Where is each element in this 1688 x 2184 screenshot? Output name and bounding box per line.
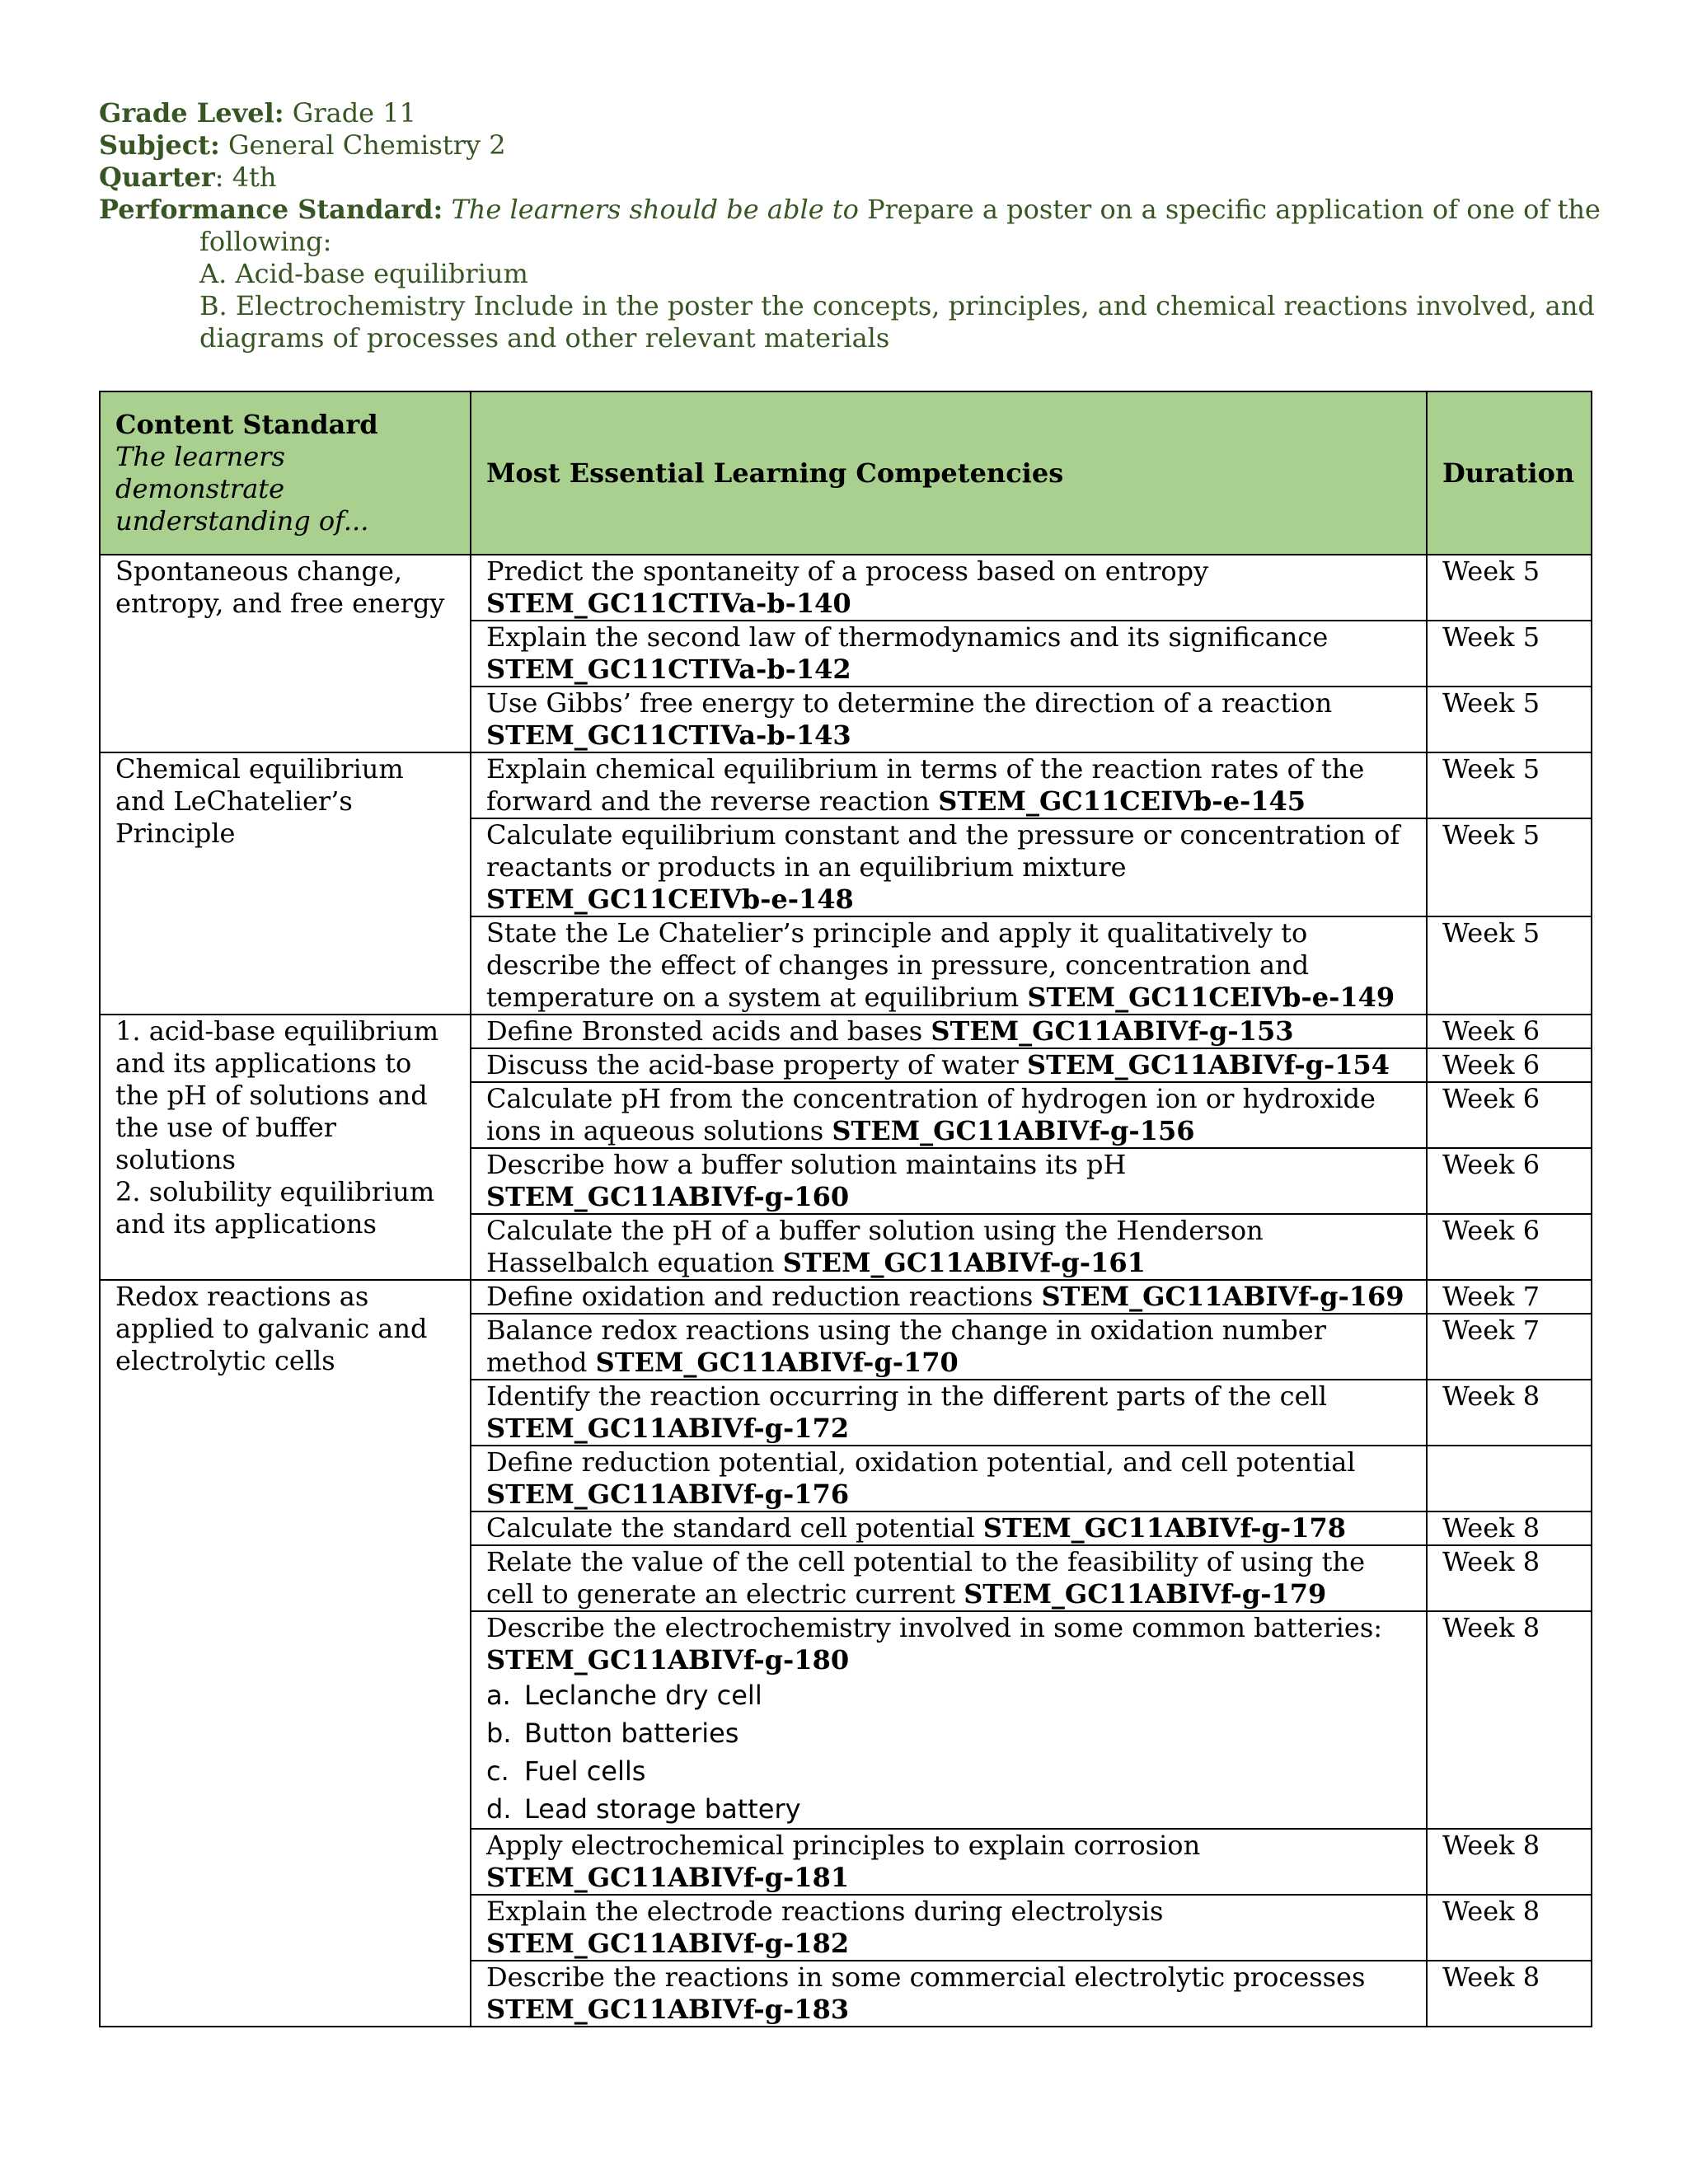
competency-text: Explain the electrode reactions during electrolysis (486, 1896, 1164, 1927)
competency-code: STEM_GC11ABIVf-g-170 (595, 1347, 959, 1378)
list-item (486, 1790, 1411, 1828)
duration-cell: Week 5 (1427, 687, 1592, 752)
competency-cell (471, 1148, 1427, 1214)
competency-cell (471, 555, 1427, 621)
duration-cell: Week 6 (1427, 1148, 1592, 1214)
competency-text: Define Bronsted acids and bases (486, 1015, 923, 1047)
competency-cell (471, 1511, 1427, 1545)
duration-cell: Week 5 (1427, 916, 1592, 1015)
competency-code: STEM_GC11ABIVf-g-153 (931, 1015, 1294, 1047)
competency-text: Identify the reaction occurring in the different parts of the cell (486, 1380, 1327, 1412)
competency-text: Calculate the standard cell potential (486, 1512, 975, 1544)
subject-value: General Chemistry 2 (227, 129, 506, 161)
content-standard-cell (100, 555, 471, 752)
competency-cell (471, 1545, 1427, 1611)
duration-cell: Week 8 (1427, 1611, 1592, 1829)
list-item-text: Button batteries (524, 1718, 739, 1749)
content-standard-text: Chemical equilibrium and LeChatelier’s Principle (115, 753, 404, 849)
duration-cell (1427, 1446, 1592, 1511)
grade-level-label: Grade Level: (99, 97, 284, 129)
competency-cell (471, 687, 1427, 752)
subject-label: Subject: (99, 129, 220, 161)
competency-code: STEM_GC11ABIVf-g-180 (486, 1644, 850, 1675)
performance-standard-line (99, 194, 1599, 226)
content-standard-header (100, 391, 471, 555)
duration-cell: Week 6 (1427, 1214, 1592, 1280)
competency-code: STEM_GC11CTIVa-b-140 (486, 588, 851, 619)
competency-cell (471, 1048, 1427, 1082)
content-standard-text: Spontaneous change, entropy, and free energy (115, 555, 445, 619)
competency-text: Describe the electrochemistry involved in some common batteries: (486, 1612, 1383, 1643)
performance-standard-b: B. Electrochemistry Include in the poster the concepts, principles, and chemical reactions involved, and diagrams of processes and other relevant materials (199, 290, 1595, 354)
table-row (100, 1280, 1592, 1314)
table-row (100, 752, 1592, 818)
list-item (486, 1752, 1411, 1790)
duration-cell: Week 7 (1427, 1314, 1592, 1380)
grade-level-line (99, 97, 1599, 129)
competency-code: STEM_GC11ABIVf-g-183 (486, 1994, 850, 2025)
content-standard-text: 1. acid-base equilibrium and its applications to the pH of solutions and the use of buffer solutions (115, 1015, 439, 1175)
battery-list (486, 1676, 1411, 1828)
content-standard-text-2: 2. solubility equilibrium and its applications (115, 1176, 435, 1240)
subject-line (99, 129, 1599, 162)
competency-cell (471, 1314, 1427, 1380)
duration-cell: Week 8 (1427, 1895, 1592, 1961)
competency-code: STEM_GC11ABIVf-g-179 (964, 1578, 1327, 1610)
list-item-letter: c. (486, 1755, 509, 1787)
content-standard-cell (100, 752, 471, 1015)
competency-code: STEM_GC11CEIVb-e-145 (938, 785, 1306, 817)
grade-level-value: Grade 11 (292, 97, 416, 129)
competency-cell (471, 752, 1427, 818)
performance-standard-a: A. Acid-base equilibrium (199, 258, 528, 289)
table-row (100, 555, 1592, 621)
competency-text: Relate the value of the cell potential to the feasibility of using the cell to generate an electric current (486, 1546, 1365, 1610)
duration-cell: Week 5 (1427, 752, 1592, 818)
duration-cell: Week 6 (1427, 1015, 1592, 1048)
list-item-letter: b. (486, 1718, 512, 1749)
competency-code: STEM_GC11ABIVf-g-156 (832, 1115, 1195, 1146)
competency-cell (471, 818, 1427, 916)
competency-cell (471, 1082, 1427, 1148)
duration-header: Duration (1427, 391, 1592, 555)
list-item-text: Fuel cells (524, 1755, 646, 1787)
duration-cell: Week 6 (1427, 1082, 1592, 1148)
content-standard-cell (100, 1280, 471, 2027)
competency-code: STEM_GC11ABIVf-g-161 (782, 1247, 1146, 1278)
competency-cell (471, 1829, 1427, 1895)
competency-code: STEM_GC11ABIVf-g-154 (1026, 1049, 1390, 1080)
competency-text: Apply electrochemical principles to explain corrosion (486, 1830, 1201, 1861)
duration-cell: Week 5 (1427, 621, 1592, 687)
competency-text: Define oxidation and reduction reactions (486, 1281, 1034, 1312)
content-standard-subtitle: The learners demonstrate understanding of... (115, 441, 369, 537)
competency-cell (471, 621, 1427, 687)
competency-text: Calculate pH from the concentration of hydrogen ion or hydroxide ions in aqueous solutions (486, 1083, 1376, 1146)
competency-code: STEM_GC11ABIVf-g-178 (982, 1512, 1346, 1544)
list-item (486, 1714, 1411, 1752)
duration-cell: Week 8 (1427, 1961, 1592, 2027)
document-header (99, 97, 1599, 354)
competency-cell (471, 1015, 1427, 1048)
competency-text: Explain chemical equilibrium in terms of the reaction rates of the forward and the reverse reaction (486, 753, 1365, 817)
competency-code: STEM_GC11ABIVf-g-181 (486, 1862, 850, 1893)
competency-text: Balance redox reactions using the change in oxidation number method (486, 1315, 1327, 1378)
performance-standard-cont: following: (199, 226, 332, 257)
quarter-value: : 4th (214, 162, 277, 193)
competency-code: STEM_GC11ABIVf-g-176 (486, 1479, 850, 1510)
list-item-text: Lead storage battery (524, 1793, 801, 1825)
duration-cell: Week 8 (1427, 1380, 1592, 1446)
list-item-text: Leclanche dry cell (524, 1680, 762, 1711)
table-body (100, 555, 1592, 2027)
competency-text: State the Le Chatelier’s principle and apply it qualitatively to describe the effect of changes in pressure, concentration and temperature on a system at equilibrium (486, 917, 1310, 1013)
competency-text: Explain the second law of thermodynamics and its significance (486, 621, 1329, 653)
competency-text: Discuss the acid-base property of water (486, 1049, 1019, 1080)
competency-cell (471, 916, 1427, 1015)
content-standard-title: Content Standard (115, 409, 378, 440)
duration-cell: Week 8 (1427, 1545, 1592, 1611)
performance-standard-text: Prepare a poster on a specific application of one of the (867, 194, 1601, 225)
competency-text: Describe the reactions in some commercial electrolytic processes (486, 1961, 1366, 1993)
duration-cell: Week 7 (1427, 1280, 1592, 1314)
duration-cell: Week 8 (1427, 1511, 1592, 1545)
list-item-letter: d. (486, 1793, 512, 1825)
competency-text: Calculate the pH of a buffer solution using the Henderson Hasselbalch equation (486, 1215, 1264, 1278)
quarter-label: Quarter (99, 162, 215, 193)
competency-code: STEM_GC11CTIVa-b-142 (486, 654, 851, 685)
competency-cell (471, 1280, 1427, 1314)
content-standard-text: Redox reactions as applied to galvanic and electrolytic cells (115, 1281, 428, 1376)
melc-table (99, 391, 1592, 2027)
performance-standard-label: Performance Standard: (99, 194, 443, 225)
list-item (486, 1676, 1411, 1714)
competency-text: Describe how a buffer solution maintains its pH (486, 1149, 1127, 1180)
duration-cell: Week 6 (1427, 1048, 1592, 1082)
competency-code: STEM_GC11ABIVf-g-182 (486, 1928, 850, 1959)
competency-cell (471, 1611, 1427, 1829)
competency-code: STEM_GC11CEIVb-e-149 (1027, 982, 1395, 1013)
competency-text: Calculate equilibrium constant and the pressure or concentration of reactants or products in an equilibrium mixture (486, 819, 1400, 883)
list-item-letter: a. (486, 1680, 511, 1711)
duration-cell: Week 5 (1427, 818, 1592, 916)
competency-code: STEM_GC11ABIVf-g-172 (486, 1413, 850, 1444)
competency-text: Predict the spontaneity of a process based on entropy (486, 555, 1209, 587)
competency-code: STEM_GC11CTIVa-b-143 (486, 719, 851, 751)
content-standard-cell (100, 1015, 471, 1280)
competency-code: STEM_GC11CEIVb-e-148 (486, 883, 854, 915)
table-row (100, 1015, 1592, 1048)
competency-cell (471, 1961, 1427, 2027)
table-header-row (100, 391, 1592, 555)
competency-cell (471, 1380, 1427, 1446)
duration-cell: Week 5 (1427, 555, 1592, 621)
competency-code: STEM_GC11ABIVf-g-169 (1041, 1281, 1404, 1312)
duration-cell: Week 8 (1427, 1829, 1592, 1895)
performance-standard-italic: The learners should be able to (451, 194, 859, 225)
competency-code: STEM_GC11ABIVf-g-160 (486, 1181, 850, 1212)
melc-header: Most Essential Learning Competencies (471, 391, 1427, 555)
competency-text: Use Gibbs’ free energy to determine the direction of a reaction (486, 687, 1333, 719)
competency-cell (471, 1214, 1427, 1280)
competency-cell (471, 1446, 1427, 1511)
competency-text: Define reduction potential, oxidation potential, and cell potential (486, 1446, 1356, 1478)
quarter-line (99, 162, 1599, 194)
competency-cell (471, 1895, 1427, 1961)
